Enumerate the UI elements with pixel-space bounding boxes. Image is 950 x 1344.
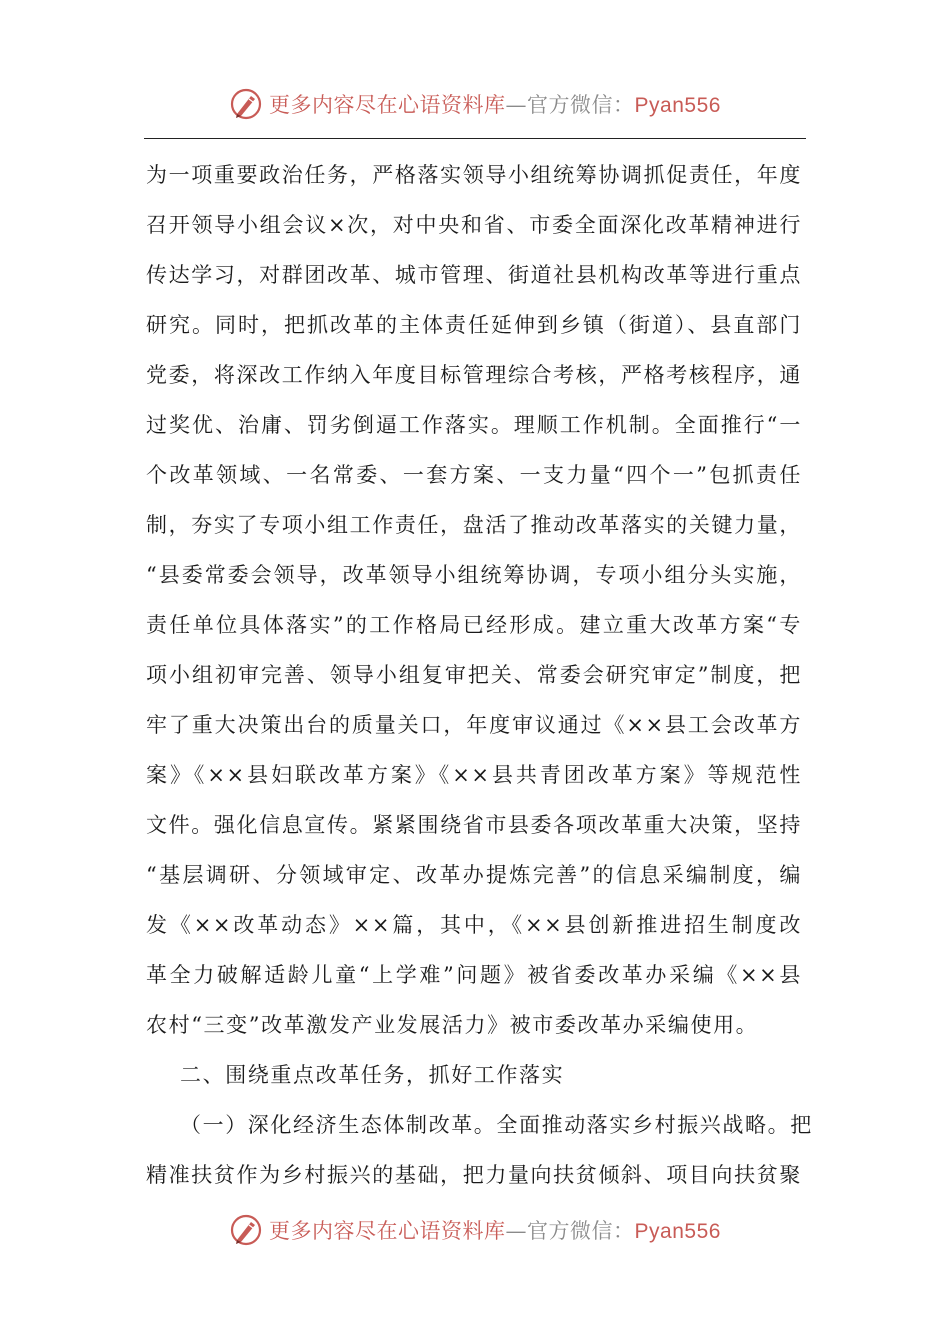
text-line: 个改革领域、一名常委、一套方案、一支力量“四个一”包抓责任 bbox=[146, 463, 802, 487]
footer-banner bbox=[0, 1208, 950, 1252]
document-body bbox=[146, 150, 813, 1200]
text-line: 案》《××县妇联改革方案》《××县共青团改革方案》等规范性 bbox=[146, 763, 802, 787]
text-line: “县委常委会领导，改革领导小组统筹协调，专项小组分头实施， bbox=[146, 563, 802, 587]
subsection-line: （一）深化经济生态体制改革。全面推动落实乡村振兴战略。把 bbox=[180, 1113, 813, 1137]
text-line: 党委，将深改工作纳入年度目标管理综合考核，严格考核程序，通 bbox=[146, 363, 802, 387]
text-line: 发《××改革动态》××篇，其中，《××县创新推进招生制度改 bbox=[146, 913, 802, 937]
text-line: 制，夯实了专项小组工作责任，盘活了推动改革落实的关键力量， bbox=[146, 513, 802, 537]
banner-handle: Pyan556 bbox=[634, 1220, 721, 1243]
text-line: “基层调研、分领域审定、改革办提炼完善”的信息采编制度，编 bbox=[146, 863, 802, 887]
footer-banner-text bbox=[269, 1215, 721, 1245]
text-line: 研究。同时，把抓改革的主体责任延伸到乡镇（街道）、县直部门 bbox=[146, 313, 802, 337]
pen-logo-icon bbox=[229, 87, 263, 121]
banner-wechat-label: 官方微信： bbox=[527, 1219, 635, 1243]
text-line: 文件。强化信息宣传。紧紧围绕省市县委各项改革重大决策，坚持 bbox=[146, 813, 802, 837]
text-line: 召开领导小组会议×次，对中央和省、市委全面深化改革精神进行 bbox=[146, 213, 802, 237]
banner-dash: — bbox=[505, 93, 528, 117]
section-heading: 二、围绕重点改革任务，抓好工作落实 bbox=[180, 1063, 565, 1087]
header-banner bbox=[0, 82, 950, 126]
text-line: 革全力破解适龄儿童“上学难”问题》被省委改革办采编《××县 bbox=[146, 963, 802, 987]
banner-brand: 更多内容尽在心语资料库 bbox=[269, 93, 506, 117]
banner-handle: Pyan556 bbox=[634, 94, 721, 117]
text-line: 为一项重要政治任务，严格落实领导小组统筹协调抓促责任，年度 bbox=[146, 163, 802, 187]
text-line: 精准扶贫作为乡村振兴的基础，把力量向扶贫倾斜、项目向扶贫聚 bbox=[146, 1163, 802, 1187]
text-line: 过奖优、治庸、罚劣倒逼工作落实。理顺工作机制。全面推行“一 bbox=[146, 413, 802, 437]
banner-brand: 更多内容尽在心语资料库 bbox=[269, 1219, 506, 1243]
text-line: 责任单位具体落实”的工作格局已经形成。建立重大改革方案“专 bbox=[146, 613, 802, 637]
banner-dash: — bbox=[505, 1219, 528, 1243]
text-line: 农村“三变”改革激发产业发展活力》被市委改革办采编使用。 bbox=[146, 1013, 759, 1037]
banner-wechat-label: 官方微信： bbox=[527, 93, 635, 117]
text-line: 项小组初审完善、领导小组复审把关、常委会研究审定”制度，把 bbox=[146, 663, 802, 687]
header-rule bbox=[144, 138, 806, 139]
header-banner-text bbox=[269, 89, 721, 119]
pen-logo-icon bbox=[229, 1213, 263, 1247]
text-line: 牢了重大决策出台的质量关口，年度审议通过《××县工会改革方 bbox=[146, 713, 802, 737]
text-line: 传达学习，对群团改革、城市管理、街道社县机构改革等进行重点 bbox=[146, 263, 802, 287]
